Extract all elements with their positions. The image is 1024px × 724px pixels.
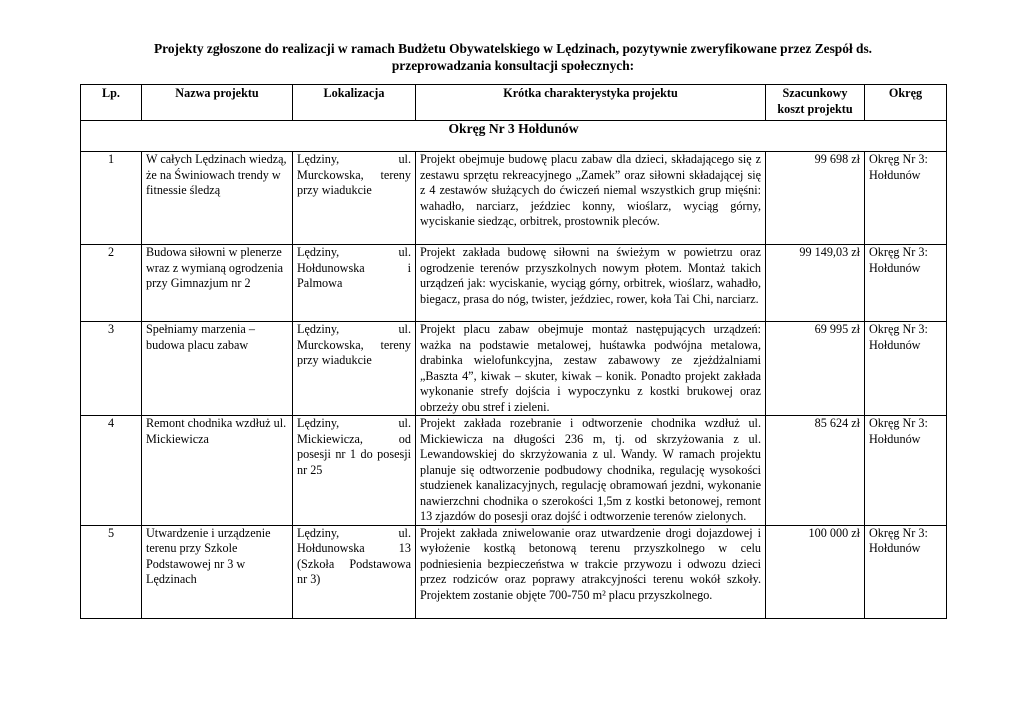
- cell-name: Remont chodnika wzdłuż ul. Mickiewicza: [142, 416, 293, 526]
- group-label: Okręg Nr 3 Hołdunów: [81, 121, 947, 152]
- cell-description: Projekt zakłada rozebranie i odtworzenie chodnika wzdłuż ul. Mickiewicza na długości 236 m, tj. od skrzyżowania z ul. Lewandowskiej do skrzyżowania z ul. Wandy. W ramach projektu planuje się odtworzenie podbudowy chodnika, regulację wysokości studzienek kanalizacyjnych, regulację obramowań jezdni, wykonanie nawierzchni chodnika o szerokości 1,5m z kostki betonowej, remont 13 zjazdów do posesji oraz dojść i odtworzenie terenów zielonych.: [416, 416, 766, 526]
- cell-district: Okręg Nr 3: Hołdunów: [865, 245, 947, 322]
- cell-description: Projekt zakłada budowę siłowni na świeżym w powietrzu oraz ogrodzenie terenów przyszkolnych nowym płotem. Montaż takich urządzeń jak: wyciskanie, wyciąg górny, orbitrek, wioślarz, wahadło, biegacz, prasa do nóg, twister, jeździec, rower, koła Tai Chi, narciarz.: [416, 245, 766, 322]
- cell-lp: 5: [81, 525, 142, 618]
- cell-description: Projekt placu zabaw obejmuje montaż następujących urządzeń: ważka na podstawie metalowej, huśtawka podwójna metalowa, drabinka wielofunkcyjna, zestaw zabawowy ze zjeżdżalniami „Baszta 4”, kiwak – skuter, kiwak – konik. Ponadto projekt zakłada wykonanie strefy dojścia i wypoczynku z kostki brukowej oraz obrzeży obu stref i zieleni.: [416, 322, 766, 416]
- title-line-2: przeprowadzania konsultacji społecznych:: [391, 58, 635, 73]
- cell-lp: 3: [81, 322, 142, 416]
- title-line-1: Projekty zgłoszone do realizacji w ramach Budżetu Obywatelskiego w Lędzinach, pozytywnie zweryfikowane przez Zespół ds.: [153, 41, 873, 56]
- table-row: [81, 416, 947, 526]
- header-district: Okręg: [865, 85, 947, 121]
- cell-description: Projekt obejmuje budowę placu zabaw dla dzieci, składającego się z zestawu sprzętu rekreacyjnego „Zamek” oraz siłowni składającej się z 4 zestawów służących do ćwiczeń niemal wszystkich grup mięśni: wahadło, narciarz, jeździec konny, wioślarz, wyciąg górny, wyciskanie siedząc, orbitrek, prostownik pleców.: [416, 152, 766, 245]
- cell-location: Lędziny, ul. Hołdunowska 13 (Szkoła Podstawowa nr 3): [293, 525, 416, 618]
- cell-district: Okręg Nr 3: Hołdunów: [865, 525, 947, 618]
- cell-name: Utwardzenie i urządzenie terenu przy Szkole Podstawowej nr 3 w Lędzinach: [142, 525, 293, 618]
- table-row: [81, 525, 947, 618]
- table-row: [81, 152, 947, 245]
- cell-cost: 85 624 zł: [766, 416, 865, 526]
- table-row: [81, 322, 947, 416]
- header-name: Nazwa projektu: [142, 85, 293, 121]
- cell-cost: 99 698 zł: [766, 152, 865, 245]
- cell-location: Lędziny, ul. Mickiewicza, od posesji nr 1 do posesji nr 25: [293, 416, 416, 526]
- cell-district: Okręg Nr 3: Hołdunów: [865, 152, 947, 245]
- group-row: [81, 121, 947, 152]
- cell-name: Spełniamy marzenia – budowa placu zabaw: [142, 322, 293, 416]
- cell-location: Lędziny, ul. Hołdunowska i Palmowa: [293, 245, 416, 322]
- cell-location: Lędziny, ul. Murckowska, tereny przy wiadukcie: [293, 322, 416, 416]
- cell-location: Lędziny, ul. Murckowska, tereny przy wiadukcie: [293, 152, 416, 245]
- cell-name: Budowa siłowni w plenerze wraz z wymianą ogrodzenia przy Gimnazjum nr 2: [142, 245, 293, 322]
- cell-cost: 99 149,03 zł: [766, 245, 865, 322]
- header-cost: Szacunkowy koszt projektu: [766, 85, 865, 121]
- table-row: [81, 245, 947, 322]
- header-description: Krótka charakterystyka projektu: [416, 85, 766, 121]
- cell-cost: 100 000 zł: [766, 525, 865, 618]
- cell-district: Okręg Nr 3: Hołdunów: [865, 322, 947, 416]
- header-location: Lokalizacja: [293, 85, 416, 121]
- cell-cost: 69 995 zł: [766, 322, 865, 416]
- page-title: [80, 40, 946, 74]
- header-lp: Lp.: [81, 85, 142, 121]
- cell-name: W całych Lędzinach wiedzą, że na Świniowach trendy w fitnessie śledzą: [142, 152, 293, 245]
- cell-lp: 1: [81, 152, 142, 245]
- cell-lp: 4: [81, 416, 142, 526]
- header-row: [81, 85, 947, 121]
- cell-lp: 2: [81, 245, 142, 322]
- cell-description: Projekt zakłada zniwelowanie oraz utwardzenie drogi dojazdowej i wyłożenie kostką betonową terenu przyszkolnego w celu podniesienia bezpieczeństwa w trakcie przywozu i odwozu dzieci przez rodziców oraz poprawy atrakcyjności terenu wokół szkoły. Projektem zostanie objęte 700-750 m² placu przyszkolnego.: [416, 525, 766, 618]
- cell-district: Okręg Nr 3: Hołdunów: [865, 416, 947, 526]
- projects-table: [80, 84, 947, 619]
